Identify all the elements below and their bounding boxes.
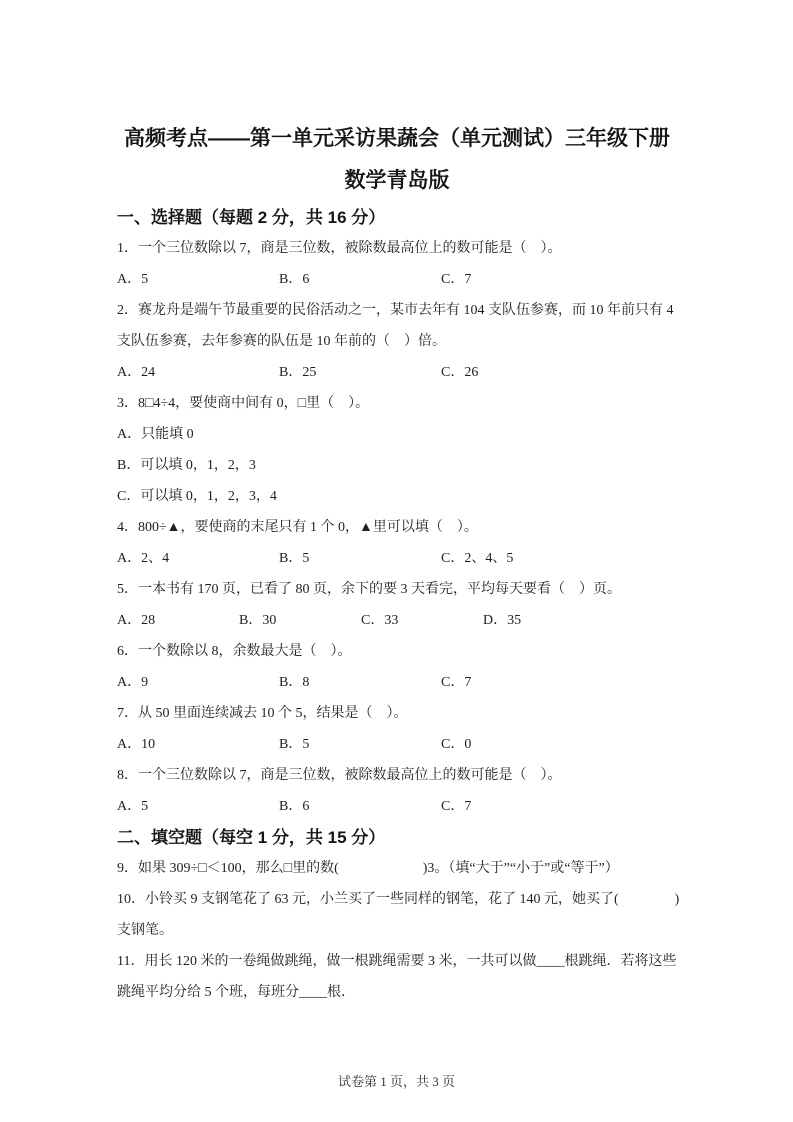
question-6-option-b: B．8 bbox=[279, 675, 310, 690]
question-5-text: 5．一本书有 170 页，已看了 80 页，余下的要 3 天看完，平均每天要看（ ）页。 bbox=[117, 582, 621, 597]
question-7-option-b: B．5 bbox=[279, 737, 310, 752]
question-2-text-line-1: 2．赛龙舟是端午节最重要的民俗活动之一，某市去年有 104 支队伍参赛，而 10 年前只有 4 bbox=[117, 303, 674, 318]
question-7-options bbox=[117, 729, 677, 760]
exam-title-line-2: 数学青岛版 bbox=[344, 169, 450, 192]
page-footer: 试卷第 1 页，共 3 页 bbox=[337, 1074, 455, 1089]
question-3-text: 3．8□4÷4，要使商中间有 0，□里（ ）。 bbox=[117, 396, 370, 411]
question-5-option-d: D．35 bbox=[483, 613, 522, 628]
exam-title bbox=[117, 118, 677, 202]
question-5-options bbox=[117, 605, 677, 636]
question-4-option-c: C．2、4、5 bbox=[441, 551, 514, 566]
question-5-option-a: A．28 bbox=[117, 613, 156, 628]
question-4-option-a: A．2、4 bbox=[117, 551, 170, 566]
question-7-option-c: C．0 bbox=[441, 737, 472, 752]
question-6-option-c: C．7 bbox=[441, 675, 472, 690]
question-2-option-c: C．26 bbox=[441, 365, 479, 380]
section-2-heading: 二、填空题（每空 1 分，共 15 分） bbox=[117, 828, 386, 847]
question-3-option-a: A．只能填 0 bbox=[117, 427, 194, 442]
question-11-text-line-2: 跳绳平均分给 5 个班，每班分____根． bbox=[117, 985, 355, 1000]
question-2-text-line-2: 支队伍参赛，去年参赛的队伍是 10 年前的（ ）倍。 bbox=[117, 334, 446, 349]
question-3-option-c: C．可以填 0，1，2，3，4 bbox=[117, 489, 277, 504]
section-1-heading: 一、选择题（每题 2 分，共 16 分） bbox=[117, 208, 386, 227]
question-1-text: 1．一个三位数除以 7，商是三位数，被除数最高位上的数可能是（ ）。 bbox=[117, 241, 562, 256]
question-5-option-b: B．30 bbox=[239, 613, 277, 628]
question-9-text: 9．如果 309÷□＜100，那么□里的数( )3。（填“大于”“小于”或“等于”） bbox=[117, 861, 619, 876]
question-2-option-a: A．24 bbox=[117, 365, 156, 380]
question-8-option-b: B．6 bbox=[279, 799, 310, 814]
question-5-option-c: C．33 bbox=[361, 613, 399, 628]
question-10-text-line-1: 10．小铃买 9 支钢笔花了 63 元，小兰买了一些同样的钢笔，花了 140 元，她买了( ) bbox=[117, 892, 680, 907]
question-7-text: 7．从 50 里面连续减去 10 个 5，结果是（ ）。 bbox=[117, 706, 408, 721]
question-7-option-a: A．10 bbox=[117, 737, 156, 752]
question-1-option-b: B．6 bbox=[279, 272, 310, 287]
page-content bbox=[117, 0, 680, 1008]
question-11-text-line-1: 11．用长 120 米的一卷绳做跳绳，做一根跳绳需要 3 米，一共可以做____根跳绳．若将这些 bbox=[117, 954, 677, 969]
question-1-option-a: A．5 bbox=[117, 272, 149, 287]
question-8-option-a: A．5 bbox=[117, 799, 149, 814]
exam-title-line-1: 高频考点——第一单元采访果蔬会（单元测试）三年级下册 bbox=[124, 127, 670, 150]
question-1-option-c: C．7 bbox=[441, 272, 472, 287]
question-3-option-b: B．可以填 0，1，2，3 bbox=[117, 458, 256, 473]
question-2-option-b: B．25 bbox=[279, 365, 317, 380]
question-4-text: 4．800÷▲，要使商的末尾只有 1 个 0，▲里可以填（ ）。 bbox=[117, 520, 478, 535]
question-6-options bbox=[117, 667, 677, 698]
question-8-text: 8．一个三位数除以 7，商是三位数，被除数最高位上的数可能是（ ）。 bbox=[117, 768, 562, 783]
question-8-options bbox=[117, 791, 677, 822]
question-4-options bbox=[117, 543, 677, 574]
question-1-options bbox=[117, 264, 677, 295]
question-10-text-line-2: 支钢笔。 bbox=[117, 923, 173, 938]
question-6-option-a: A．9 bbox=[117, 675, 149, 690]
question-8-option-c: C．7 bbox=[441, 799, 472, 814]
question-6-text: 6．一个数除以 8，余数最大是（ ）。 bbox=[117, 644, 352, 659]
question-2-options bbox=[117, 357, 677, 388]
question-4-option-b: B．5 bbox=[279, 551, 310, 566]
